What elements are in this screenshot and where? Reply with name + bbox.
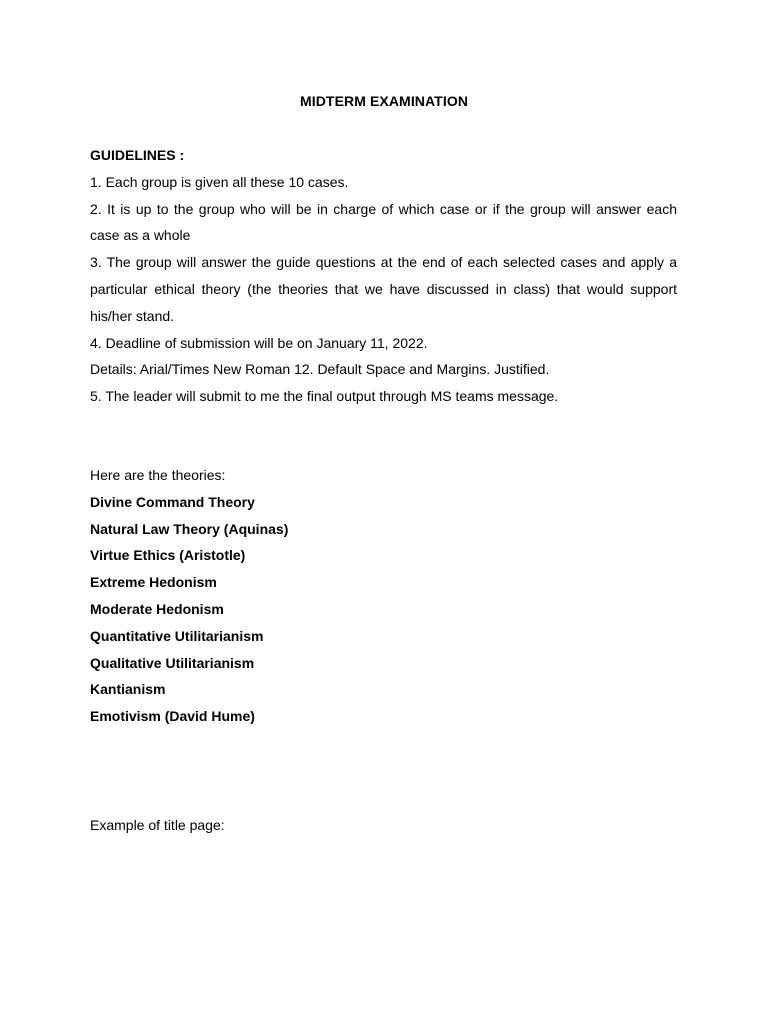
guidelines-section xyxy=(90,142,677,410)
theory-item: Qualitative Utilitarianism xyxy=(90,654,255,671)
theory-item: Virtue Ethics (Aristotle) xyxy=(90,547,246,564)
guideline-item-1: 1. Each group is given all these 10 cases. xyxy=(90,173,349,190)
theories-section xyxy=(90,462,677,730)
guidelines-heading: GUIDELINES : xyxy=(90,147,185,163)
document-title: MIDTERM EXAMINATION xyxy=(299,93,469,109)
guideline-item-2: 2. It is up to the group who will be in charge of which case or if the group will answer each case as a whole xyxy=(90,200,677,244)
guideline-details: Details: Arial/Times New Roman 12. Default Space and Margins. Justified. xyxy=(90,361,550,378)
theory-item: Kantianism xyxy=(90,681,166,698)
theory-item: Natural Law Theory (Aquinas) xyxy=(90,520,289,537)
theory-item: Divine Command Theory xyxy=(90,493,255,510)
theory-item: Emotivism (David Hume) xyxy=(90,708,255,725)
theories-intro: Here are the theories: xyxy=(90,467,226,483)
example-title-page-label: Example of title page: xyxy=(90,817,225,833)
guideline-item-4: 4. Deadline of submission will be on January 11, 2022. xyxy=(90,334,428,351)
theory-item: Extreme Hedonism xyxy=(90,574,217,591)
theory-item: Quantitative Utilitarianism xyxy=(90,627,264,644)
guideline-item-3: 3. The group will answer the guide questions at the end of each selected cases and apply a particular ethical theory (the theories that we have discussed in class) that would support his/her stand. xyxy=(90,254,677,324)
theory-item: Moderate Hedonism xyxy=(90,600,224,617)
guideline-item-5: 5. The leader will submit to me the final output through MS teams message. xyxy=(90,388,559,405)
